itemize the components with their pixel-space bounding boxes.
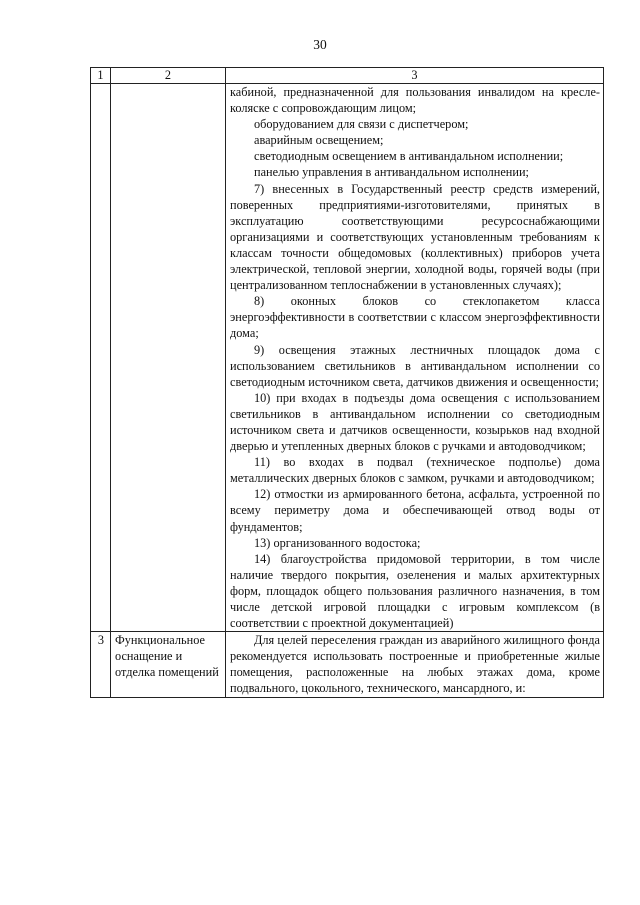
table-row-3	[91, 632, 604, 697]
requirement-paragraph: 7) внесенных в Государственный реестр средств измерений, поверенных предприятиями-изготовителями, принятых в эксплуатацию соответствующими ресурсоснабжающими организациями и соответствующих установленным требованиям к классам точности общедомовых (коллективных) приборов учета электрической, тепловой энергии, холодной воды, горячей воды (при централизованном теплоснабжении в установленных случаях);	[230, 181, 600, 293]
page-number: 30	[313, 37, 327, 52]
cell-requirements-continued	[226, 84, 604, 632]
requirements-paragraph-list	[230, 84, 600, 631]
requirement-paragraph: 14) благоустройства придомовой территории, в том числе наличие твердого покрытия, озеленения и малых архитектурных форм, площадок общего пользования различного назначения, в том числе детской игровой площадки с игровым комплексом (в соответствии с проектной документацией)	[230, 551, 600, 631]
cell-name-empty	[111, 84, 226, 632]
row-3-number: 3	[91, 632, 111, 697]
table-row-continued	[91, 84, 604, 632]
requirement-paragraph: 9) освещения этажных лестничных площадок дома с использованием светильников в антивандальном исполнении со светодиодным источником света, датчиков движения и освещенности;	[230, 342, 600, 389]
row-3-requirements	[226, 632, 604, 697]
header-col-2: 2	[111, 68, 226, 84]
header-col-3: 3	[226, 68, 604, 84]
table-header-row	[91, 68, 604, 84]
cell-number-empty	[91, 84, 111, 632]
requirement-paragraph: 13) организованного водостока;	[254, 535, 421, 550]
requirement-paragraph: 8) оконных блоков со стеклопакетом класса энергоэффективности в соответствии с классом энергоэффективности дома;	[230, 294, 600, 341]
requirement-paragraph: оборудованием для связи с диспетчером;	[254, 117, 469, 132]
requirement-paragraph: панелью управления в антивандальном исполнении;	[254, 165, 529, 180]
requirement-paragraph: аварийным освещением;	[254, 133, 384, 148]
requirement-paragraph: 11) во входах в подвал (техническое подполье) дома металлических дверных блоков с замком, ручками и автодоводчиком;	[230, 455, 600, 486]
requirement-paragraph: 10) при входах в подъезды дома освещения с использованием светильников в антивандальном исполнении со светодиодным источником света и датчиков освещенности, козырьков над входной дверью и утепленных дверных блоков с ручками и автодоводчиком;	[230, 390, 600, 454]
row-3-name: Функциональное оснащение и отделка помещений	[111, 632, 226, 697]
requirement-paragraph: светодиодным освещением в антивандальном исполнении;	[254, 149, 564, 164]
requirement-paragraph: 12) отмостки из армированного бетона, асфальта, устроенной по всему периметру дома и обеспечивающей отвод воды от фундаментов;	[230, 487, 600, 534]
header-col-1: 1	[91, 68, 111, 84]
requirements-table	[90, 67, 604, 698]
requirement-paragraph: кабиной, предназначенной для пользования инвалидом на кресле-коляске с сопровождающим лицом;	[230, 85, 600, 116]
row-3-paragraph: Для целей переселения граждан из аварийного жилищного фонда рекомендуется использовать построенные и приобретенные жилые помещения, расположенные на любых этажах дома, кроме подвального, цокольного, технического, мансардного, и:	[230, 633, 600, 696]
